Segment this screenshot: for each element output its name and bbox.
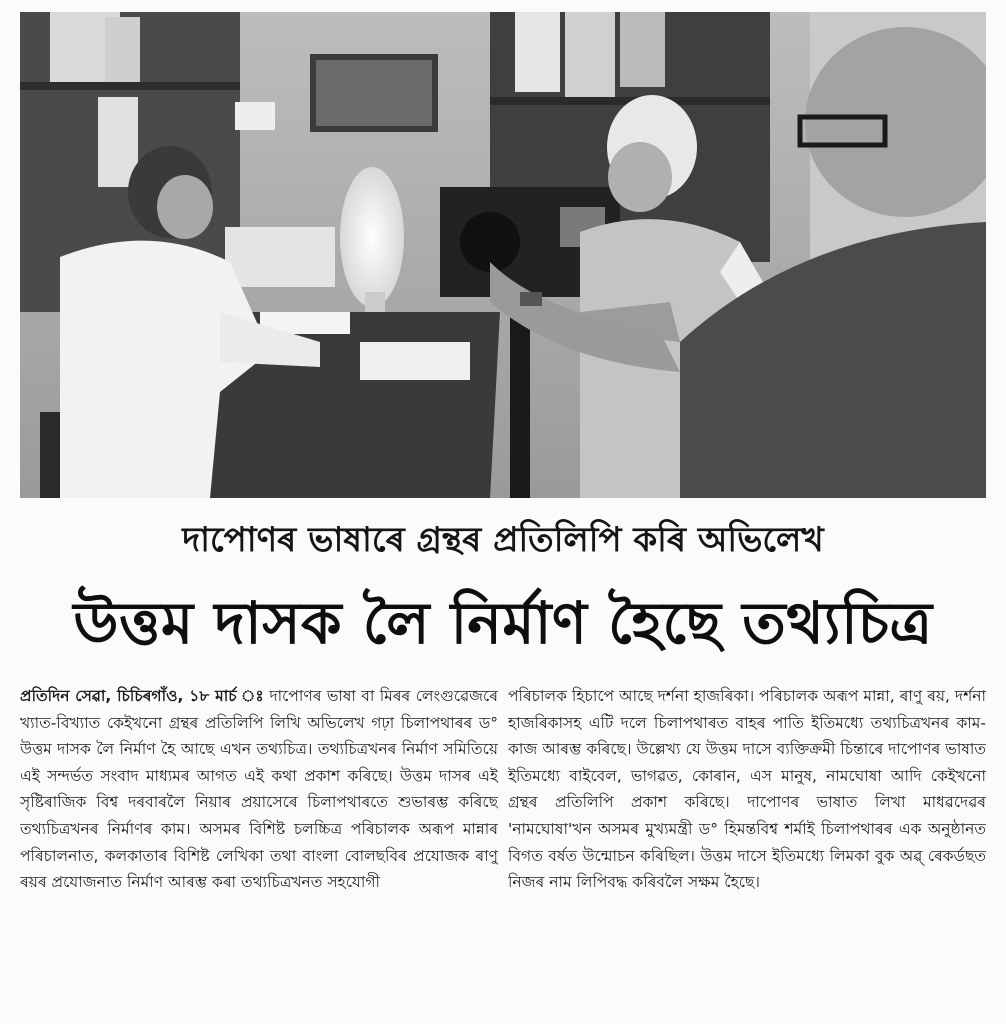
article-column-1 (20, 683, 498, 1013)
article-photo (20, 12, 986, 498)
article-paragraph: পৰিচালক হিচাপে আছে দৰ্শনা হাজৰিকা। পৰিচালক অৰূপ মান্না, ৰাণু ৰয়, দৰ্শনা হাজৰিকাসহ এটি দলে চিলাপথাৰত বাহৰ পাতি ইতিমধ্যে তথ্যচিত্ৰখনৰ কাম-কাজ আৰম্ভ কৰিছে। উল্লেখ্য যে উত্তম দাসে ব্যক্তিক্ৰমী চিন্তাৰে দাপোণৰ ভাষাত ইতিমধ্যে বাইবেল, ভাগৱত, কোৰান, এস মানুষ, নামঘোষা আদি কেইখনো গ্ৰন্থৰ প্ৰতিলিপি প্ৰকাশ কৰিছে। দাপোণৰ ভাষাত লিখা মাধৱদেৱৰ 'নামঘোষা'খন অসমৰ মুখ্যমন্ত্ৰী ড° হিমন্তবিশ্ব শৰ্মাই চিলাপথাৰৰ এক অনুষ্ঠানত বিগত বৰ্ষত উন্মোচন কৰিছিল। উত্তম দাসে ইতিমধ্যে লিমকা বুক অৱ্ ৰেকৰ্ডছত নিজৰ নাম লিপিবদ্ধ কৰিবলৈ সক্ষম হৈছে। (508, 687, 986, 892)
filming-scene-icon (20, 12, 986, 498)
article-column-2 (508, 683, 986, 1013)
article-body (20, 683, 986, 1013)
article-paragraph (20, 683, 498, 896)
headline: উত্তম দাসক লৈ নিৰ্মাণ হৈছে তথ্যচিত্ৰ (73, 589, 933, 657)
column-1-text: দাপোণৰ ভাষা বা মিৰৰ লেংগুৱেজৰে খ্যাত-বিখ্যাত কেইখনো গ্ৰন্থৰ প্ৰতিলিপি লিখি অভিলেখ গঢ়া চিলাপথাৰৰ ড° উত্তম দাসক লৈ নিৰ্মাণ হৈ আছে এখন তথ্যচিত্ৰ। তথ্যচিত্ৰখনৰ নিৰ্মাণ সমিতিয়ে এই সন্দৰ্ভত সংবাদ মাধ্যমৰ আগত এই কথা প্ৰকাশ কৰিছে। উত্তম দাসৰ এই সৃষ্টিৰাজিক বিশ্ব দৰবাৰলৈ নিয়াৰ প্ৰয়াসেৰে চিলাপথাৰতে শুভাৰম্ভ কৰিছে তথ্যচিত্ৰখনৰ নিৰ্মাণৰ কাম। অসমৰ বিশিষ্ট চলচ্চিত্ৰ পৰিচালক অৰূপ মান্নাৰ পৰিচালনাত, কলকাতাৰ বিশিষ্ট লেখিকা তথা বাংলা বোলছবিৰ প্ৰযোজক ৰাণু ৰয়ৰ প্ৰযোজনাত নিৰ্মাণ আৰম্ভ কৰা তথ্যচিত্ৰখনত সহযোগী (20, 687, 498, 892)
dateline: প্ৰতিদিন সেৱা, চিচিৰগাঁও, ১৮ মাৰ্চ ঃ (20, 687, 265, 705)
headline-kicker: দাপোণৰ ভাষাৰে গ্ৰন্থৰ প্ৰতিলিপি কৰি অভিলেখ (182, 520, 824, 560)
